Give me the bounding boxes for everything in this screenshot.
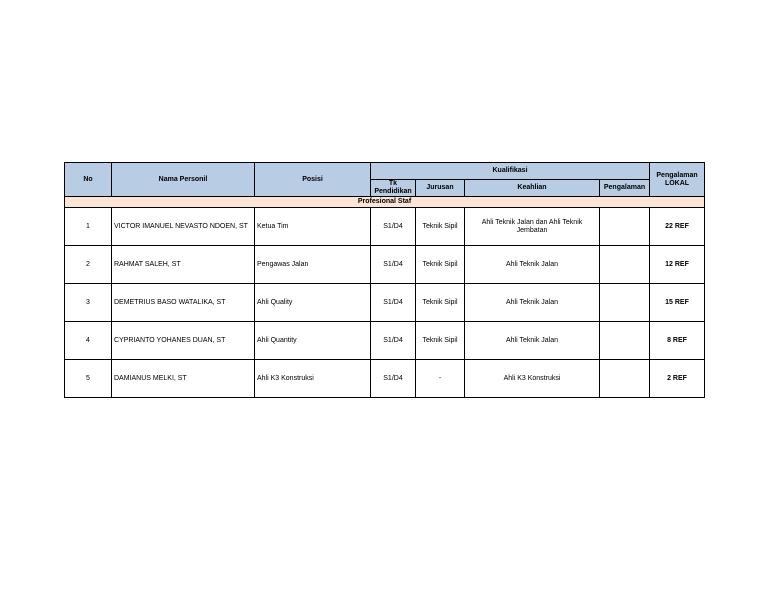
row-jurusan: Teknik Sipil (416, 284, 465, 322)
header-nama-personil: Nama Personil (112, 163, 255, 197)
row-lokal: 8 REF (650, 322, 705, 360)
row-pengalaman (600, 322, 650, 360)
row-pengalaman (600, 360, 650, 398)
row-posisi: Ahli Quality (255, 284, 371, 322)
row-posisi: Pengawas Jalan (255, 246, 371, 284)
row-keahlian: Ahli Teknik Jalan dan Ahli Teknik Jembatan (465, 208, 600, 246)
row-jurusan: - (416, 360, 465, 398)
row-posisi: Ketua Tim (255, 208, 371, 246)
section-row (65, 197, 705, 208)
header-keahlian: Keahlian (465, 180, 600, 197)
row-no: 5 (65, 360, 112, 398)
row-no: 2 (65, 246, 112, 284)
row-no: 3 (65, 284, 112, 322)
row-jurusan: Teknik Sipil (416, 208, 465, 246)
row-pengalaman (600, 246, 650, 284)
row-nama: CYPRIANTO YOHANES DUAN, ST (112, 322, 255, 360)
header-posisi: Posisi (255, 163, 371, 197)
header-tk-pendidikan: Tk Pendidikan (371, 180, 416, 197)
row-no: 4 (65, 322, 112, 360)
header-pengalaman-lokal: Pengalaman LOKAL (650, 163, 705, 197)
row-nama: DEMETRIUS BASO WATALIKA, ST (112, 284, 255, 322)
row-jurusan: Teknik Sipil (416, 246, 465, 284)
table-row (65, 360, 705, 398)
row-keahlian: Ahli Teknik Jalan (465, 284, 600, 322)
row-pengalaman (600, 284, 650, 322)
row-nama: DAMIANUS MELKI, ST (112, 360, 255, 398)
personnel-table (64, 162, 705, 398)
row-pengalaman (600, 208, 650, 246)
row-nama: VICTOR IMANUEL NEVASTO NDOEN, ST (112, 208, 255, 246)
row-lokal: 12 REF (650, 246, 705, 284)
row-tk: S1/D4 (371, 284, 416, 322)
table-row (65, 246, 705, 284)
table-row (65, 284, 705, 322)
table-row (65, 208, 705, 246)
row-lokal: 2 REF (650, 360, 705, 398)
row-tk: S1/D4 (371, 208, 416, 246)
row-posisi: Ahli Quantity (255, 322, 371, 360)
section-label: Profesional Staf (65, 197, 705, 208)
row-nama: RAHMAT SALEH, ST (112, 246, 255, 284)
row-keahlian: Ahli K3 Konstruksi (465, 360, 600, 398)
row-keahlian: Ahli Teknik Jalan (465, 322, 600, 360)
row-lokal: 15 REF (650, 284, 705, 322)
header-no: No (65, 163, 112, 197)
header-jurusan: Jurusan (416, 180, 465, 197)
row-tk: S1/D4 (371, 322, 416, 360)
row-lokal: 22 REF (650, 208, 705, 246)
row-no: 1 (65, 208, 112, 246)
row-jurusan: Teknik Sipil (416, 322, 465, 360)
row-tk: S1/D4 (371, 360, 416, 398)
row-tk: S1/D4 (371, 246, 416, 284)
row-posisi: Ahli K3 Konstruksi (255, 360, 371, 398)
header-pengalaman: Pengalaman (600, 180, 650, 197)
header-kualifikasi: Kualifikasi (371, 163, 650, 180)
table-row (65, 322, 705, 360)
row-keahlian: Ahli Teknik Jalan (465, 246, 600, 284)
